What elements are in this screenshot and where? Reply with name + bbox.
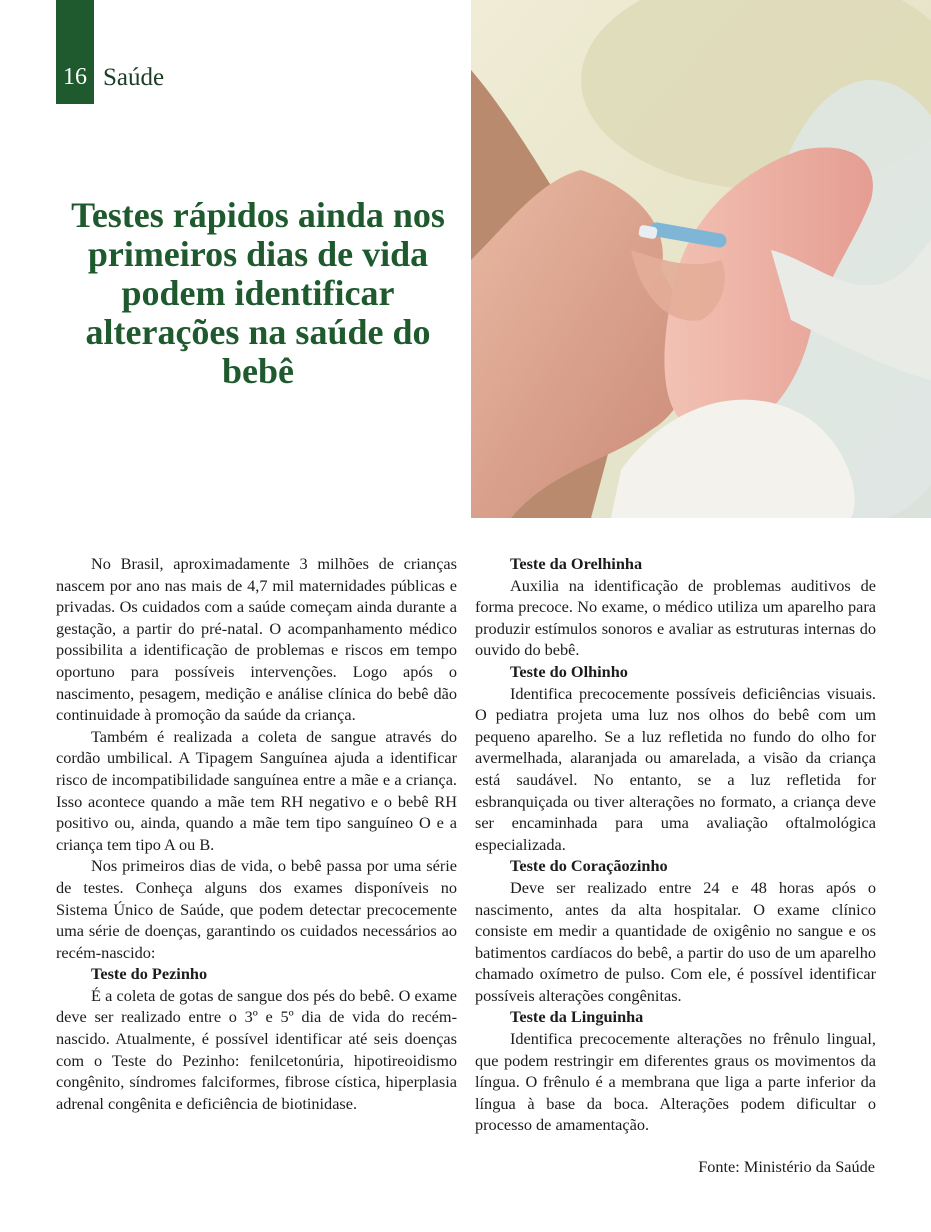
article-headline: Testes rápidos ainda nos primeiros dias de vida podem identificar alterações na saúde do bebê (71, 195, 445, 391)
teste-coracaozinho-text: Deve ser realizado entre 24 e 48 horas após o nascimento, antes da alta hospitalar. O exame clínico consiste em medir a quantidade de oxigênio no sangue e os batimentos cardíacos do bebê, a partir do uso de um aparelho chamado oxímetro de pulso. Com ele, é possível identificar possíveis alterações congênitas. (475, 877, 876, 1005)
page-number: 16 (63, 64, 87, 90)
teste-linguinha-text: Identifica precocemente alterações no frênulo lingual, que podem restringir em diferentes graus os movimentos da língua. O frênulo é a membrana que liga a parte inferior da língua à base da boca. Alterações podem dificultar o processo de amamentação. (475, 1029, 876, 1135)
newborn-heel-test-photo (471, 0, 931, 518)
source-credit: Fonte: Ministério da Saúde (698, 1157, 875, 1176)
teste-orelhinha-text: Auxilia na identificação de problemas auditivos de forma precoce. No exame, o médico utiliza um aparelho para produzir estímulos sonoros e avaliar as estruturas internas do ouvido do bebê. (475, 575, 876, 660)
teste-pezinho-title: Teste do Pezinho (91, 964, 208, 984)
tests-intro-paragraph: Nos primeiros dias de vida, o bebê passa por uma série de testes. Conheça alguns dos exames disponíveis no Sistema Único de Saúde, que podem detectar precocemente uma série de doenças, garantindo os cuidados necessários ao recém-nascido: (56, 856, 457, 962)
article-left-column (56, 553, 457, 1114)
intro-paragraph: No Brasil, aproximadamente 3 milhões de crianças nascem por ano nas mais de 4,7 mil maternidades públicas e privadas. Os cuidados com a saúde começam ainda durante a gestação, a partir do pré-natal. O acompanhamento médico possibilita a identificação de problemas e riscos em tempo oportuno para possíveis intervenções. Logo após o nascimento, pesagem, medição e análise clínica do bebê dão continuidade à promoção da saúde da criança. (56, 554, 457, 725)
teste-linguinha-title: Teste da Linguinha (510, 1007, 644, 1027)
teste-pezinho-text: É a coleta de gotas de sangue dos pés do bebê. O exame deve ser realizado entre o 3º e 5º dia de vida do recém-nascido. Atualmente, é possível identificar até seis doenças com o Teste do Pezinho: fenilcetonúria, hipotireoidismo congênito, síndromes falciformes, fibrose cística, hiperplasia adrenal congênita e deficiência de biotinidase. (56, 985, 457, 1113)
section-label: Saúde (103, 64, 165, 91)
teste-orelhinha-title: Teste da Orelhinha (510, 554, 643, 573)
teste-coracaozinho-title: Teste do Coraçãozinho (510, 856, 668, 876)
article-right-column (475, 553, 876, 1136)
blood-typing-paragraph: Também é realizada a coleta de sangue através do cordão umbilical. A Tipagem Sanguínea ajuda a identificar risco de incompatibilidade sanguínea entre a mãe e a criança. Isso acontece quando a mãe tem RH negativo e o bebê RH positivo ou, ainda, quando a mãe tem tipo sanguíneo O e a criança tem tipo A ou B. (56, 726, 457, 854)
teste-olhinho-text: Identifica precocemente possíveis deficiências visuais. O pediatra projeta uma luz nos olhos do bebê com um pequeno aparelho. Se a luz refletida no fundo do olho for avermelhada, alaranjada ou amarelada, a visão da criança está saudável. No entanto, se a luz refletida for esbranquiçada ou tiver alterações no formato, a criança deve ser encaminhada para uma avaliação oftalmológica especializada. (475, 683, 876, 854)
teste-olhinho-title: Teste do Olhinho (510, 661, 628, 681)
